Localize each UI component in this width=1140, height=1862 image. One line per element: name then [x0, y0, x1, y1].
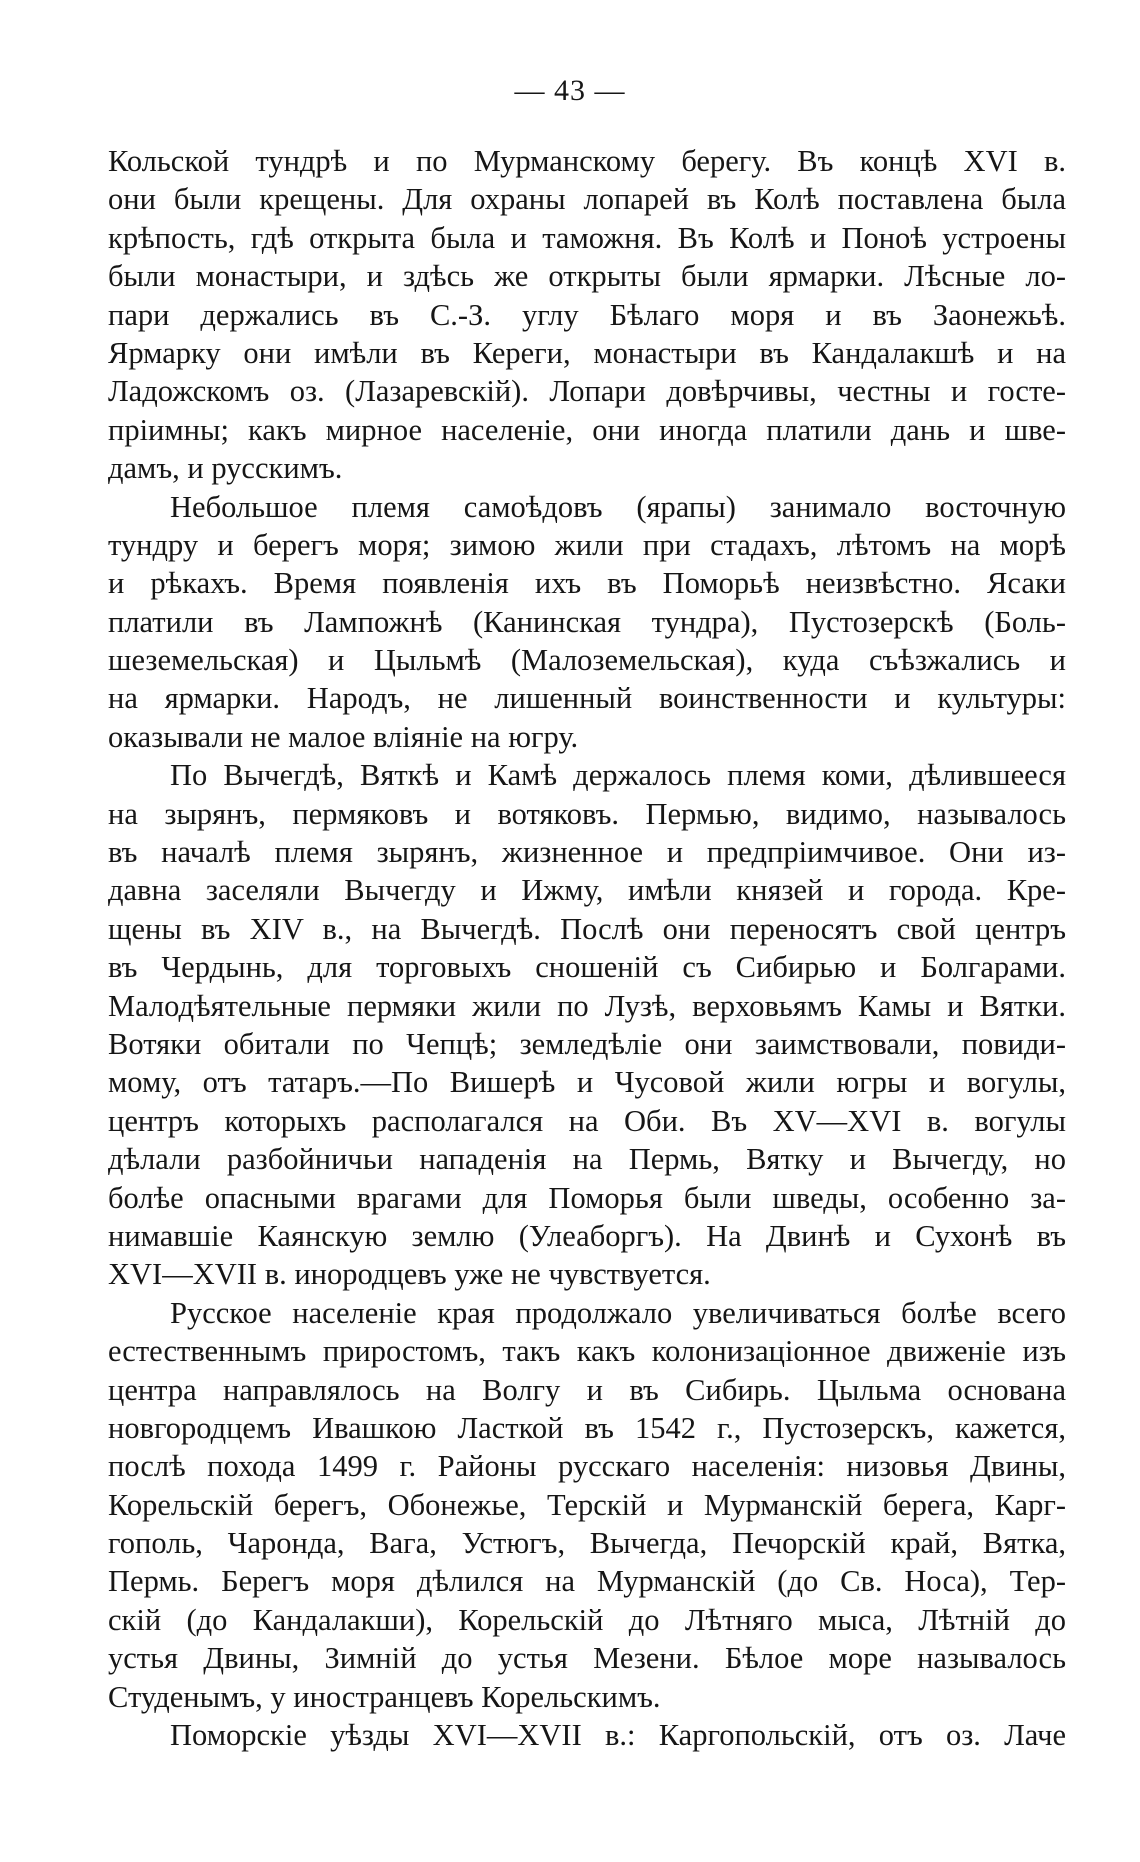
- text-line: Пермь. Берегъ моря дѣлился на Мурманскій (до Св. Носа), Тер-: [108, 1564, 1066, 1599]
- text-line: оказывали не малое вліяніе на югру.: [108, 719, 579, 754]
- paragraph: [108, 142, 1066, 488]
- text-line: болѣе опасными врагами для Поморья были шведы, особенно за-: [108, 1180, 1066, 1215]
- text-line: центръ которыхъ располагался на Оби. Въ XV—XVI в. вогулы: [108, 1103, 1066, 1138]
- text-line: Студенымъ, у иностранцевъ Корельскимъ.: [108, 1679, 661, 1714]
- text-line: пріимны; какъ мирное населеніе, они иногда платили дань и шве-: [108, 412, 1066, 447]
- text-line: Кольской тундрѣ и по Мурманскому берегу. Въ концѣ XVI в.: [108, 144, 1066, 178]
- paragraph: [108, 488, 1066, 757]
- page-number: — 43 —: [514, 74, 626, 107]
- text-line: скій (до Кандалакши), Корельскій до Лѣтняго мыса, Лѣтній до: [108, 1602, 1066, 1637]
- text-line: центра направлялось на Волгу и въ Сибирь. Цыльма основана: [108, 1372, 1066, 1407]
- text-line: нимавшіе Каянскую землю (Улеаборгъ). На Двинѣ и Сухонѣ въ: [108, 1218, 1066, 1253]
- text-line: пари держались въ С.-З. углу Бѣлаго моря и въ Заонежьѣ.: [108, 297, 1066, 332]
- text-line: и рѣкахъ. Время появленія ихъ въ Поморьѣ неизвѣстно. Ясаки: [108, 566, 1066, 601]
- text-line: Небольшое племя самоѣдовъ (ярапы) занимало восточную: [170, 489, 1066, 524]
- text-line: По Вычегдѣ, Вяткѣ и Камѣ держалось племя коми, дѣлившееся: [170, 758, 1066, 793]
- text-line: шеземельская) и Цыльмѣ (Малоземельская), куда съѣзжались и: [108, 643, 1066, 678]
- paragraph: [108, 756, 1066, 1293]
- text-line: Вотяки обитали по Чепцѣ; земледѣліе они заимствовали, повиди-: [108, 1026, 1066, 1061]
- text-line: новгородцемъ Ивашкою Ласткой въ 1542 г., Пустозерскъ, кажется,: [108, 1410, 1066, 1445]
- paragraph: [108, 1716, 1066, 1754]
- text-line: на ярмарки. Народъ, не лишенный воинственности и культуры:: [108, 681, 1066, 716]
- text-line: дѣлали разбойничьи нападенія на Пермь, Вятку и Вычегду, но: [108, 1142, 1066, 1177]
- text-line: мому, отъ татаръ.—По Вишерѣ и Чусовой жили югры и вогулы,: [108, 1065, 1066, 1100]
- text-line: Ярмарку они имѣли въ Кереги, монастыри въ Кандалакшѣ и на: [108, 335, 1066, 370]
- body-text: [108, 142, 1066, 1754]
- text-line: естественнымъ приростомъ, такъ какъ колонизаціонное движеніе изъ: [108, 1334, 1066, 1369]
- text-line: крѣпость, гдѣ открыта была и таможня. Въ Колѣ и Поноѣ устроены: [108, 220, 1066, 255]
- text-line: были монастыри, и здѣсь же открыты были ярмарки. Лѣсные ло-: [108, 259, 1066, 294]
- text-line: въ Чердынь, для торговыхъ сношеній съ Сибирью и Болгарами.: [108, 950, 1066, 985]
- text-line: дамъ, и русскимъ.: [108, 451, 343, 486]
- text-line: послѣ похода 1499 г. Районы русскаго населенія: низовья Двины,: [108, 1449, 1066, 1484]
- text-line: Поморскіе уѣзды XVI—XVII в.: Каргопольскій, отъ оз. Лаче: [170, 1718, 1066, 1753]
- text-line: въ началѣ племя зырянъ, жизненное и предпріимчивое. Они из-: [108, 835, 1066, 870]
- text-line: на зырянъ, пермяковъ и вотяковъ. Пермью, видимо, называлось: [108, 796, 1066, 831]
- text-line: гополь, Чаронда, Вага, Устюгъ, Вычегда, Печорскій край, Вятка,: [108, 1526, 1066, 1561]
- text-line: давна заселяли Вычегду и Ижму, имѣли князей и города. Кре-: [108, 873, 1066, 908]
- text-line: Ладожскомъ оз. (Лазаревскій). Лопари довѣрчивы, честны и госте-: [108, 374, 1066, 409]
- text-line: щены въ XIV в., на Вычегдѣ. Послѣ они переносятъ свой центръ: [108, 911, 1066, 946]
- text-line: XVI—XVII в. инородцевъ уже не чувствуется.: [108, 1257, 711, 1292]
- text-line: устья Двины, Зимній до устья Мезени. Бѣлое море называлось: [108, 1641, 1066, 1676]
- text-line: Малодѣятельные пермяки жили по Лузѣ, верховьямъ Камы и Вятки.: [108, 988, 1066, 1023]
- paragraph: [108, 1294, 1066, 1716]
- text-line: Русское населеніе края продолжало увеличиваться болѣе всего: [170, 1295, 1066, 1330]
- text-line: тундру и берегъ моря; зимою жили при стадахъ, лѣтомъ на морѣ: [108, 527, 1066, 562]
- text-line: они были крещены. Для охраны лопарей въ Колѣ поставлена была: [108, 182, 1066, 217]
- text-line: Корельскій берегъ, Обонежье, Терскій и Мурманскій берега, Карг-: [108, 1487, 1066, 1522]
- text-line: платили въ Лампожнѣ (Канинская тундра), Пустозерскѣ (Боль-: [108, 604, 1066, 639]
